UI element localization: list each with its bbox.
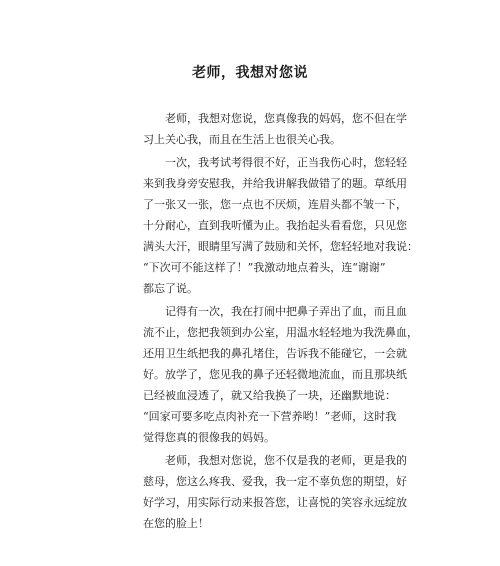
text-line: “下次可不能这样了！”我激动地点着头，连“谢谢” bbox=[143, 261, 386, 274]
text-line: 慈母，您这么疼我、爱我，我一定不辜负您的期望，好 bbox=[143, 475, 407, 488]
paragraph-2 bbox=[143, 152, 418, 299]
text-line: 流不止，您把我领到办公室，用温水轻轻地为我洗鼻血， bbox=[143, 326, 418, 339]
document-body bbox=[143, 108, 418, 536]
text-line: 了一张又一张，您一点也不厌烦，连眉头都不皱一下， bbox=[143, 198, 407, 211]
paragraph-4 bbox=[143, 450, 407, 534]
text-line: 十分耐心，直到我听懂为止。我抬起头看看您，只见您 bbox=[143, 219, 407, 232]
text-line: 已经被血浸透了，就又给我换了一块，还幽默地说： bbox=[143, 389, 396, 402]
text-line: 好学习，用实际行动来报答您，让喜悦的笑容永远绽放 bbox=[143, 496, 407, 509]
paragraph-3 bbox=[143, 301, 418, 448]
document-title: 老师，我想对您说 bbox=[192, 65, 308, 81]
text-line: 在您的脸上！ bbox=[143, 517, 209, 530]
text-line: 习上关心我，而且在生活上也很关心我。 bbox=[143, 133, 341, 146]
text-line: 老师，我想对您说，您不仅是我的老师，更是我的 bbox=[165, 454, 407, 467]
text-line: 来到我身旁安慰我，并给我讲解我做错了的题。草纸用 bbox=[143, 177, 407, 190]
text-line: 满头大汗，眼睛里写满了鼓励和关怀，您轻轻地对我说： bbox=[143, 240, 418, 253]
text-line: 还用卫生纸把我的鼻孔堵住，告诉我不能碰它，一会就 bbox=[143, 347, 407, 360]
paragraph-1 bbox=[143, 108, 407, 150]
text-line: 一次，我考试考得很不好，正当我伤心时，您轻轻 bbox=[165, 156, 407, 169]
text-line: 觉得您真的很像我的妈妈。 bbox=[143, 431, 275, 444]
text-line: 都忘了说。 bbox=[143, 282, 198, 295]
text-line: 记得有一次，我在打闹中把鼻子弄出了血，而且血 bbox=[165, 305, 407, 318]
text-line: 好。放学了，您见我的鼻子还轻微地流血，而且那块纸 bbox=[143, 368, 407, 381]
text-line: 老师，我想对您说，您真像我的妈妈，您不但在学 bbox=[165, 112, 407, 125]
text-line: “回家可要多吃点肉补充一下营养哟！”老师，这时我 bbox=[143, 410, 397, 423]
